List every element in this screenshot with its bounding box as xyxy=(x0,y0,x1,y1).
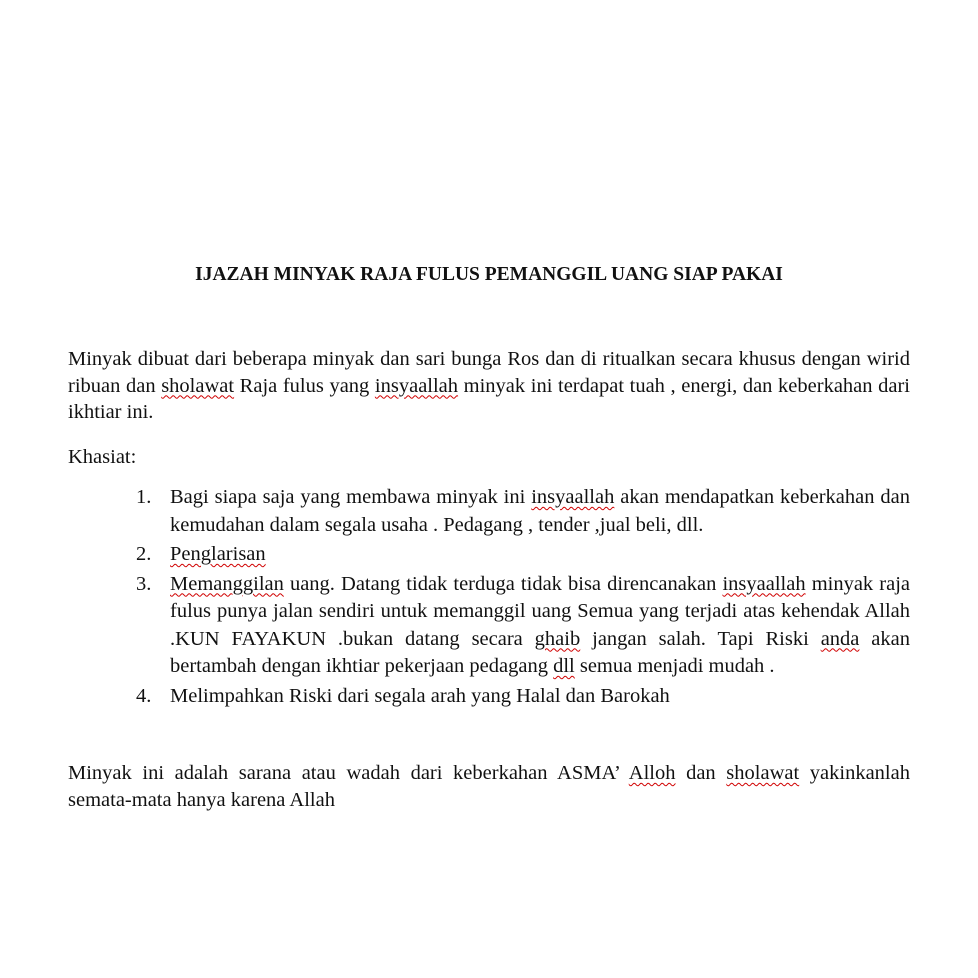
text-run: semua menjadi mudah . xyxy=(574,655,775,677)
khasiat-label: Khasiat: xyxy=(68,446,137,468)
misspelled-word: Alloh xyxy=(628,762,676,784)
list-item xyxy=(68,683,910,711)
misspelled-word: insyaallah xyxy=(722,572,806,595)
list-item xyxy=(68,484,910,539)
misspelled-word: sholawat xyxy=(726,762,800,784)
text-run: Minyak dibuat dari beberapa minyak dan sari bunga Ros dan di ritualkan secara khusus dengan wirid ribuan dan xyxy=(68,348,910,397)
list-item xyxy=(68,541,910,569)
text-run: akan bertambah dengan ikhtiar pekerjaan pedagang xyxy=(170,627,910,677)
intro-paragraph xyxy=(68,346,910,426)
list-number: 1. xyxy=(136,486,152,508)
list-item xyxy=(68,571,910,681)
misspelled-word: insyaallah xyxy=(374,374,459,397)
text-run: minyak raja fulus punya jalan sendiri untuk memanggil uang Semua yang terjadi atas kehendak Allah .KUN FAYAKUN .bukan datang secara xyxy=(170,572,910,650)
text-run: dan xyxy=(675,762,727,784)
text-run: Raja fulus yang xyxy=(234,374,375,397)
text-run: akan mendapatkan keberkahan dan kemudahan dalam segala usaha . Pedagang , tender ,jual beli, dll. xyxy=(170,486,910,536)
text-run: Minyak ini adalah sarana atau wadah dari keberkahan ASMA’ xyxy=(68,762,629,784)
text-run: Melimpahkan Riski dari segala arah yang Halal dan Barokah xyxy=(170,684,670,707)
closing-paragraph xyxy=(68,760,910,813)
document-title: IJAZAH MINYAK RAJA FULUS PEMANGGIL UANG SIAP PAKAI xyxy=(195,264,783,285)
misspelled-word: sholawat xyxy=(161,374,235,397)
misspelled-word: Memanggilan xyxy=(170,572,284,595)
text-run: jangan salah. Tapi Riski xyxy=(580,627,821,650)
khasiat-list xyxy=(68,484,910,712)
list-number: 3. xyxy=(136,572,152,595)
text-run: yakinkanlah semata-mata hanya karena Allah xyxy=(68,762,910,811)
list-number: 4. xyxy=(136,684,152,707)
misspelled-word: dll xyxy=(553,655,575,677)
misspelled-word: insyaallah xyxy=(531,486,615,508)
misspelled-word: Penglarisan xyxy=(170,543,266,565)
text-run: Bagi siapa saja yang membawa minyak ini xyxy=(170,486,532,508)
misspelled-word: anda xyxy=(820,627,860,650)
list-number: 2. xyxy=(136,543,152,565)
misspelled-word: ghaib xyxy=(534,627,581,650)
text-run: minyak ini terdapat tuah , energi, dan keberkahan dari ikhtiar ini. xyxy=(68,374,910,423)
text-run: uang. Datang tidak terduga tidak bisa direncanakan xyxy=(283,572,723,595)
